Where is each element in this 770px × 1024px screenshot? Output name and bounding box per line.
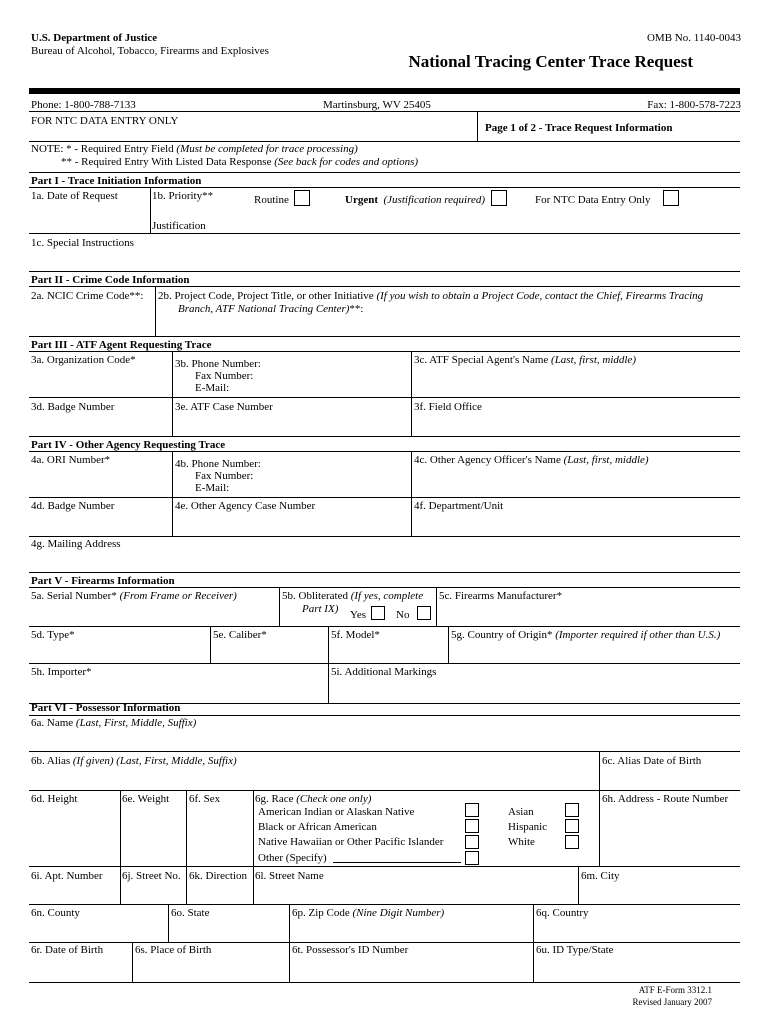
agency-officer-name-field[interactable] bbox=[414, 467, 736, 497]
atf-fax-label: Fax Number: bbox=[195, 370, 254, 382]
country-of-origin-label: 5g. Country of Origin* (Importer required if other than U.S.) bbox=[451, 629, 721, 641]
weight-field[interactable] bbox=[122, 806, 183, 864]
atf-badge-number-field[interactable] bbox=[31, 414, 169, 436]
race-hawaiian-checkbox[interactable] bbox=[465, 835, 479, 849]
race-hispanic-checkbox[interactable] bbox=[565, 819, 579, 833]
alias-dob-label: 6c. Alias Date of Birth bbox=[602, 755, 702, 767]
project-code-label-cont: Branch, ATF National Tracing Center)**: bbox=[178, 303, 364, 315]
sex-label: 6f. Sex bbox=[189, 793, 221, 805]
project-code-label: 2b. Project Code, Project Title, or other Initiative (If you wish to obtain a Project Code, contact the Chief, Firearms Tracing bbox=[158, 290, 704, 302]
state-label: 6o. State bbox=[171, 907, 210, 919]
possessor-name-field[interactable] bbox=[31, 730, 736, 750]
ori-number-label: 4a. ORI Number* bbox=[31, 454, 111, 466]
agency-badge-number-label: 4d. Badge Number bbox=[31, 500, 115, 512]
atf-phone-label: 3b. Phone Number: bbox=[175, 358, 261, 370]
atf-contact-field[interactable] bbox=[290, 356, 408, 396]
department-unit-label: 4f. Department/Unit bbox=[414, 500, 504, 512]
revision-date: Revised January 2007 bbox=[632, 997, 712, 1007]
additional-markings-label: 5i. Additional Markings bbox=[331, 666, 437, 678]
page-info: Page 1 of 2 - Trace Request Information bbox=[485, 122, 673, 134]
date-of-birth-label: 6r. Date of Birth bbox=[31, 944, 104, 956]
part6-heading: Part VI - Possessor Information bbox=[31, 702, 181, 714]
ntc-only-checkbox[interactable] bbox=[663, 190, 679, 206]
height-label: 6d. Height bbox=[31, 793, 78, 805]
place-of-birth-field[interactable] bbox=[135, 957, 286, 979]
street-name-field[interactable] bbox=[255, 883, 575, 903]
obliterated-note: Part IX) bbox=[302, 603, 339, 615]
part5-heading: Part V - Firearms Information bbox=[31, 575, 175, 587]
field-office-field[interactable] bbox=[414, 414, 736, 436]
atf-case-number-label: 3e. ATF Case Number bbox=[175, 401, 273, 413]
country-label: 6q. Country bbox=[536, 907, 589, 919]
race-hawaiian-label: Native Hawaiian or Other Pacific Islander bbox=[258, 836, 444, 848]
race-hispanic-label: Hispanic bbox=[508, 821, 548, 833]
note-line-1: NOTE: * - Required Entry Field (Must be completed for trace processing) bbox=[31, 143, 358, 155]
county-field[interactable] bbox=[31, 920, 165, 940]
race-asian-checkbox[interactable] bbox=[565, 803, 579, 817]
model-field[interactable] bbox=[331, 642, 445, 662]
part2-heading: Part II - Crime Code Information bbox=[31, 274, 190, 286]
type-field[interactable] bbox=[31, 642, 207, 662]
atf-agent-name-field[interactable] bbox=[414, 367, 736, 397]
department-unit-field[interactable] bbox=[414, 513, 736, 535]
obliterated-no-label: No bbox=[396, 609, 410, 621]
route-number-field[interactable] bbox=[602, 806, 736, 864]
sex-field[interactable] bbox=[189, 806, 250, 864]
ntc-entry-label: FOR NTC DATA ENTRY ONLY bbox=[31, 115, 179, 127]
atf-case-number-field[interactable] bbox=[175, 414, 408, 436]
special-instructions-field[interactable] bbox=[31, 250, 736, 270]
possessor-id-field[interactable] bbox=[292, 957, 530, 979]
direction-field[interactable] bbox=[189, 883, 250, 903]
ncic-crime-code-field[interactable] bbox=[31, 303, 151, 333]
date-of-request-field[interactable] bbox=[31, 203, 147, 233]
form-number: ATF E-Form 3312.1 bbox=[638, 985, 712, 995]
country-field[interactable] bbox=[536, 920, 736, 940]
zip-code-field[interactable] bbox=[292, 920, 530, 940]
city-label: 6m. City bbox=[581, 870, 620, 882]
route-number-label: 6h. Address - Route Number bbox=[602, 793, 729, 805]
date-of-birth-field[interactable] bbox=[31, 957, 129, 979]
race-american-indian-label: American Indian or Alaskan Native bbox=[258, 806, 415, 818]
manufacturer-field[interactable] bbox=[439, 603, 736, 625]
obliterated-yes-checkbox[interactable] bbox=[371, 606, 385, 620]
height-field[interactable] bbox=[31, 806, 117, 864]
county-label: 6n. County bbox=[31, 907, 80, 919]
race-other-label: Other (Specify) bbox=[258, 852, 327, 864]
part3-heading: Part III - ATF Agent Requesting Trace bbox=[31, 339, 212, 351]
ori-number-field[interactable] bbox=[31, 467, 169, 497]
additional-markings-field[interactable] bbox=[331, 679, 736, 701]
model-label: 5f. Model* bbox=[331, 629, 380, 641]
race-white-label: White bbox=[508, 836, 535, 848]
note-line-2: ** - Required Entry With Listed Data Response (See back for codes and options) bbox=[61, 156, 419, 168]
agency-fax-label: Fax Number: bbox=[195, 470, 254, 482]
mailing-address-field[interactable] bbox=[31, 551, 736, 571]
race-other-specify-field[interactable] bbox=[333, 849, 461, 862]
weight-label: 6e. Weight bbox=[122, 793, 170, 805]
form-title: National Tracing Center Trace Request bbox=[408, 52, 693, 71]
apt-number-field[interactable] bbox=[31, 883, 117, 903]
alias-dob-field[interactable] bbox=[602, 768, 736, 788]
race-black-label: Black or African American bbox=[258, 821, 377, 833]
race-black-checkbox[interactable] bbox=[465, 819, 479, 833]
justification-field[interactable] bbox=[215, 213, 735, 233]
zip-code-label: 6p. Zip Code (Nine Digit Number) bbox=[292, 907, 445, 919]
id-type-state-label: 6u. ID Type/State bbox=[536, 944, 614, 956]
importer-field[interactable] bbox=[31, 679, 325, 701]
obliterated-label: 5b. Obliterated (If yes, complete bbox=[282, 590, 424, 602]
race-white-checkbox[interactable] bbox=[565, 835, 579, 849]
justification-label: Justification bbox=[152, 220, 206, 232]
agency-phone-label: 4b. Phone Number: bbox=[175, 458, 261, 470]
fax-number: Fax: 1-800-578-7223 bbox=[647, 99, 741, 111]
alias-field[interactable] bbox=[31, 768, 595, 788]
agency-email-label: E-Mail: bbox=[195, 482, 230, 494]
project-code-field[interactable] bbox=[158, 316, 736, 336]
obliterated-yes-label: Yes bbox=[350, 609, 367, 621]
agency-contact-field[interactable] bbox=[290, 456, 408, 496]
organization-code-field[interactable] bbox=[31, 367, 169, 397]
obliterated-no-checkbox[interactable] bbox=[417, 606, 431, 620]
race-american-indian-checkbox[interactable] bbox=[465, 803, 479, 817]
possessor-name-label: 6a. Name (Last, First, Middle, Suffix) bbox=[31, 717, 197, 729]
part4-heading: Part IV - Other Agency Requesting Trace bbox=[31, 439, 226, 451]
street-no-field[interactable] bbox=[122, 883, 183, 903]
serial-number-field[interactable] bbox=[31, 603, 276, 625]
agency-case-number-field[interactable] bbox=[175, 513, 408, 535]
race-label: 6g. Race (Check one only) bbox=[255, 793, 372, 805]
importer-label: 5h. Importer* bbox=[31, 666, 92, 678]
alias-label: 6b. Alias (If given) (Last, First, Middle, Suffix) bbox=[31, 755, 237, 767]
place-of-birth-label: 6s. Place of Birth bbox=[135, 944, 212, 956]
race-asian-label: Asian bbox=[508, 806, 534, 818]
routine-label: Routine bbox=[254, 194, 289, 206]
direction-label: 6k. Direction bbox=[189, 870, 248, 882]
agency-officer-name-label: 4c. Other Agency Officer's Name (Last, first, middle) bbox=[414, 454, 649, 466]
part1-heading: Part I - Trace Initiation Information bbox=[31, 175, 202, 187]
atf-email-label: E-Mail: bbox=[195, 382, 230, 394]
agency-case-number-label: 4e. Other Agency Case Number bbox=[175, 500, 316, 512]
agency-badge-number-field[interactable] bbox=[31, 513, 169, 535]
type-label: 5d. Type* bbox=[31, 629, 75, 641]
serial-number-label: 5a. Serial Number* (From Frame or Receiver) bbox=[31, 590, 237, 602]
urgent-label: Urgent (Justification required) bbox=[345, 194, 486, 206]
street-no-label: 6j. Street No. bbox=[122, 870, 181, 882]
special-instructions-label: 1c. Special Instructions bbox=[31, 237, 134, 249]
apt-number-label: 6i. Apt. Number bbox=[31, 870, 103, 882]
agency-name: U.S. Department of Justice bbox=[31, 32, 158, 44]
bureau-name: Bureau of Alcohol, Tobacco, Firearms and Explosives bbox=[31, 45, 269, 57]
organization-code-label: 3a. Organization Code* bbox=[31, 354, 136, 366]
race-other-checkbox[interactable] bbox=[465, 851, 479, 865]
title-rule bbox=[29, 88, 740, 94]
caliber-label: 5e. Caliber* bbox=[213, 629, 267, 641]
mailing-address-label: 4g. Mailing Address bbox=[31, 538, 121, 550]
priority-label: 1b. Priority** bbox=[152, 190, 214, 202]
city-field[interactable] bbox=[581, 883, 736, 903]
atf-agent-name-label: 3c. ATF Special Agent's Name (Last, first, middle) bbox=[414, 354, 636, 366]
possessor-id-label: 6t. Possessor's ID Number bbox=[292, 944, 409, 956]
ntc-only-label: For NTC Data Entry Only bbox=[535, 194, 651, 206]
ncic-crime-code-label: 2a. NCIC Crime Code**: bbox=[31, 290, 144, 302]
street-name-label: 6l. Street Name bbox=[255, 870, 324, 882]
omb-number: OMB No. 1140-0043 bbox=[646, 32, 741, 44]
date-of-request-label: 1a. Date of Request bbox=[31, 190, 118, 202]
atf-badge-number-label: 3d. Badge Number bbox=[31, 401, 115, 413]
routine-checkbox[interactable] bbox=[294, 190, 310, 206]
phone-number: Phone: 1-800-788-7133 bbox=[31, 99, 136, 111]
field-office-label: 3f. Field Office bbox=[414, 401, 482, 413]
location: Martinsburg, WV 25405 bbox=[323, 99, 431, 111]
country-of-origin-field[interactable] bbox=[451, 642, 736, 662]
manufacturer-label: 5c. Firearms Manufacturer* bbox=[439, 590, 563, 602]
state-field[interactable] bbox=[171, 920, 286, 940]
id-type-state-field[interactable] bbox=[536, 957, 736, 979]
caliber-field[interactable] bbox=[213, 642, 325, 662]
urgent-checkbox[interactable] bbox=[491, 190, 507, 206]
